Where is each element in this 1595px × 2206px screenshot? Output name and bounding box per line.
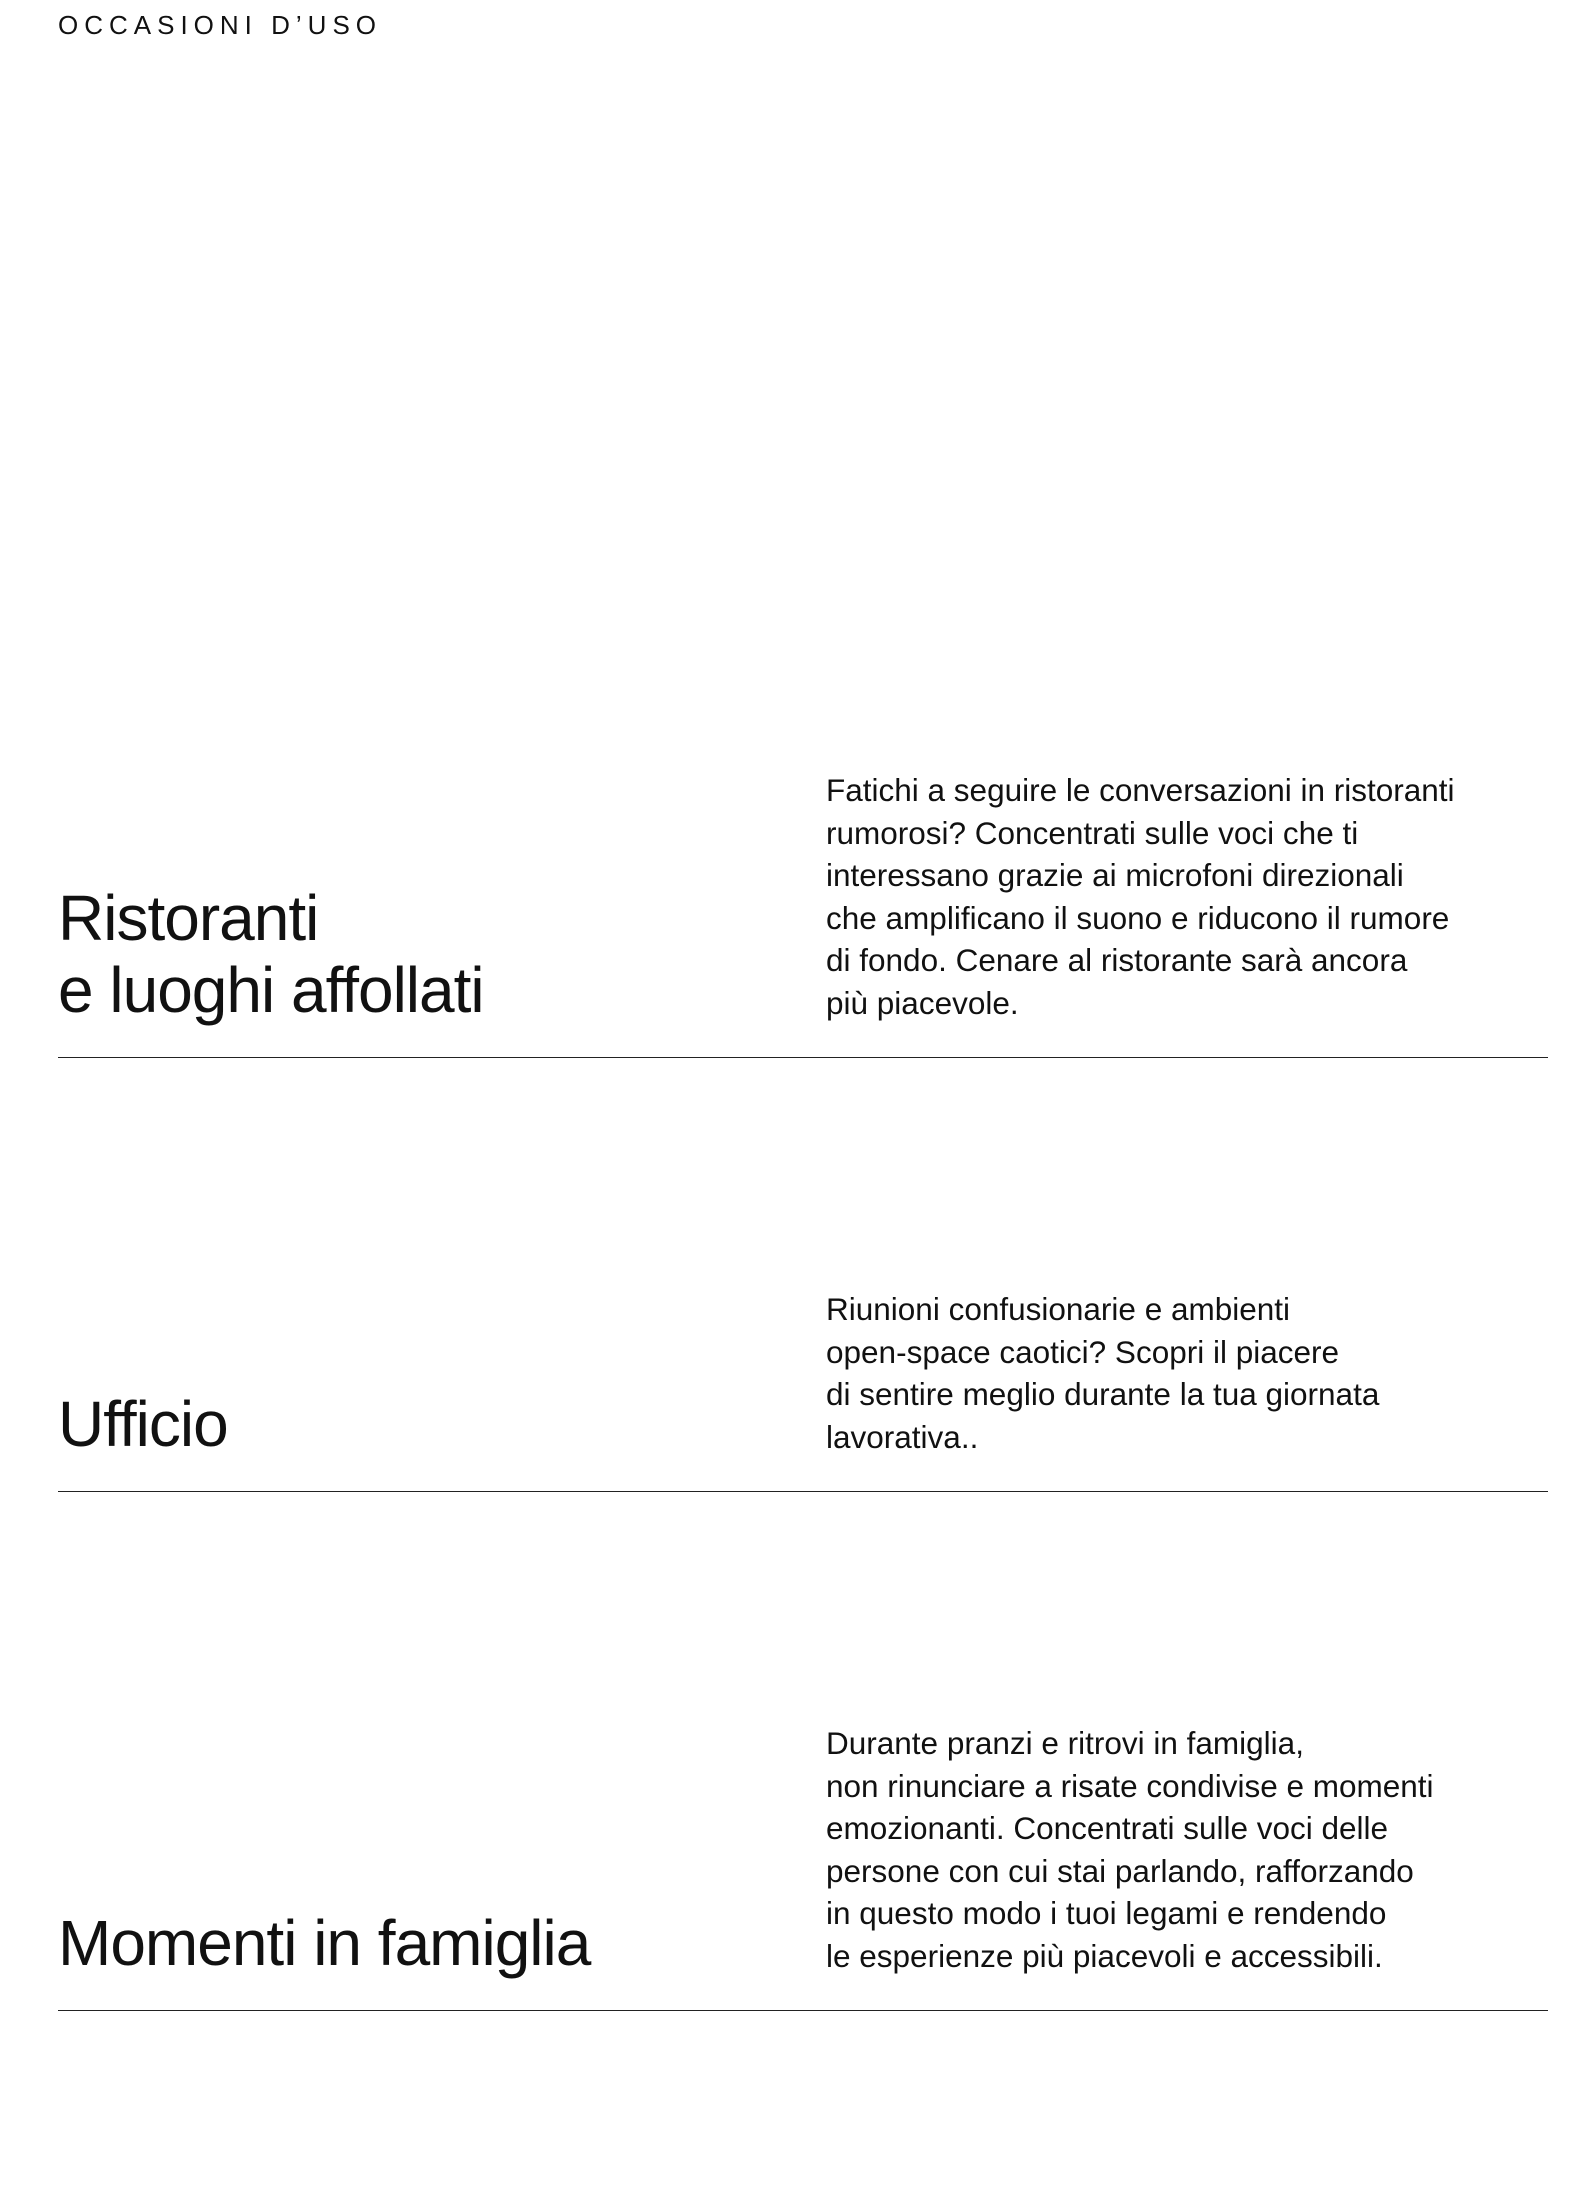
divider bbox=[58, 1491, 1548, 1492]
occasion-description: Fatichi a seguire le conversazioni in ristoranti rumorosi? Concentrati sulle voci che ti interessano grazie ai microfoni direzionali che amplificano il suono e riducono il rumore di fondo. Cenare al ristorante sarà ancora più piacevole. bbox=[826, 772, 1455, 1021]
divider bbox=[58, 2010, 1548, 2011]
divider bbox=[58, 1057, 1548, 1058]
occasion-title: Momenti in famiglia bbox=[58, 1907, 591, 1979]
occasion-description: Riunioni confusionarie e ambienti open-space caotici? Scopri il piacere di sentire meglio durante la tua giornata lavorativa.. bbox=[826, 1291, 1380, 1455]
occasion-title: Ufficio bbox=[58, 1388, 228, 1460]
occasion-title: Ristoranti e luoghi affollati bbox=[58, 882, 484, 1026]
occasion-family bbox=[58, 1700, 1548, 2011]
section-label: OCCASIONI D’USO bbox=[58, 10, 383, 40]
occasion-description: Durante pranzi e ritrovi in famiglia, non rinunciare a risate condivise e momenti emozionanti. Concentrati sulle voci delle persone con cui stai parlando, rafforzando in questo modo i tuoi legami e rendendo le esperienze più piacevoli e accessibili. bbox=[826, 1725, 1434, 1974]
occasion-restaurants bbox=[58, 740, 1548, 1058]
occasion-office bbox=[58, 1250, 1548, 1492]
